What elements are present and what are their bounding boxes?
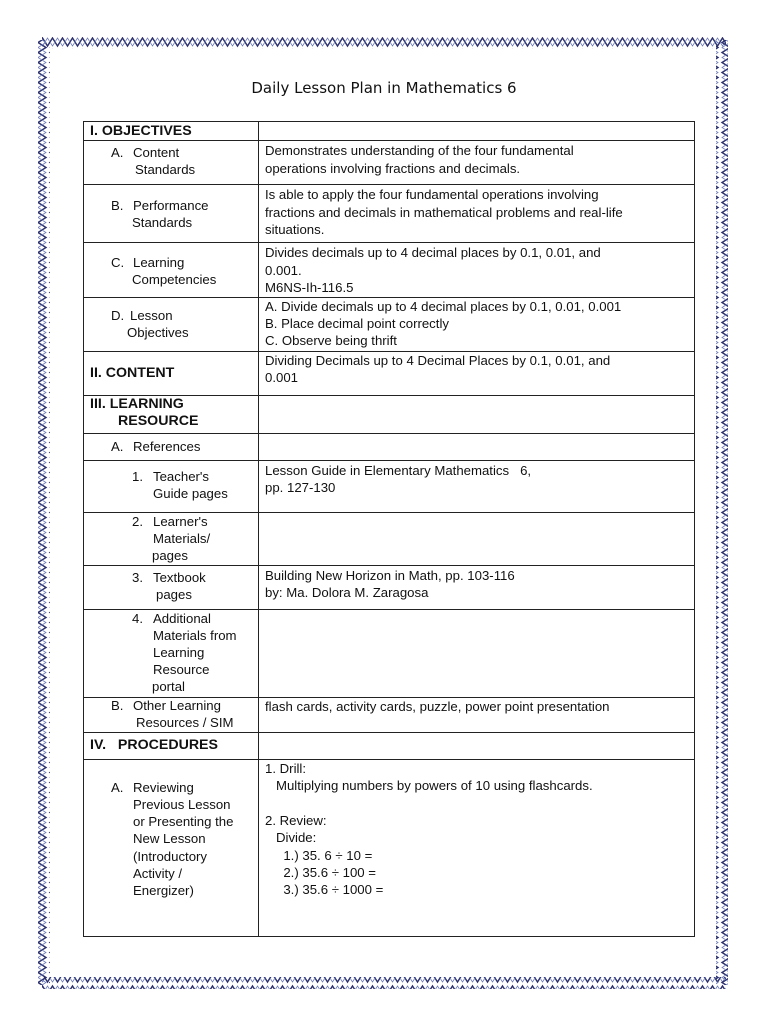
row-label: Textbook xyxy=(153,569,206,585)
row-text: fractions and decimals in mathematical problems and real-life xyxy=(265,204,623,220)
row-label: Content xyxy=(133,145,180,161)
table-row xyxy=(84,512,695,565)
row-label: Other Learning xyxy=(133,697,221,713)
procedure-line: 1. Drill: xyxy=(265,760,307,776)
row-text: flash cards, activity cards, puzzle, power point presentation xyxy=(265,698,610,714)
row-text: situations. xyxy=(265,222,325,238)
objective-item: A. Divide decimals up to 4 decimal places by 0.1, 0.01, 0.001 xyxy=(265,298,622,314)
section-heading-learning-resource: III. LEARNING xyxy=(90,395,184,412)
table-row xyxy=(84,609,695,697)
competency-code: M6NS-Ih-116.5 xyxy=(265,280,354,296)
row-label: Competencies xyxy=(132,272,217,288)
row-label: Activity / xyxy=(133,865,183,881)
section-heading-content: II. CONTENT xyxy=(90,364,175,381)
procedure-line xyxy=(265,794,694,811)
row-label: pages xyxy=(152,547,188,563)
procedure-line: Divide: xyxy=(265,830,317,846)
row-text: by: Ma. Dolora M. Zaragosa xyxy=(265,585,429,601)
procedure-line: 3.) 35.6 ÷ 1000 = xyxy=(265,882,384,898)
row-label: Previous Lesson xyxy=(133,796,231,812)
item-number: 1. xyxy=(132,468,143,484)
item-number: 2. xyxy=(132,513,143,529)
row-label: or Presenting the xyxy=(133,813,234,829)
procedure-line: 2.) 35.6 ÷ 100 = xyxy=(265,865,376,881)
section-heading-learning-resource: RESOURCE xyxy=(118,413,199,430)
table-row xyxy=(84,759,695,936)
row-label: pages xyxy=(156,586,192,602)
row-text: Is able to apply the four fundamental operations involving xyxy=(265,187,599,203)
row-text: Dividing Decimals up to 4 Decimal Places by 0.1, 0.01, and xyxy=(265,352,611,368)
table-row xyxy=(84,243,695,297)
row-label: Energizer) xyxy=(133,882,194,898)
row-label: Lesson xyxy=(130,307,173,323)
row-text: pp. 127-130 xyxy=(265,480,336,496)
procedure-line: 2. Review: xyxy=(265,812,327,828)
table-row xyxy=(84,297,695,351)
row-label: (Introductory xyxy=(133,848,208,864)
objective-item: B. Place decimal point correctly xyxy=(265,316,449,332)
row-label: New Lesson xyxy=(133,830,206,846)
row-label: Teacher's xyxy=(153,468,210,484)
row-text: Divides decimals up to 4 decimal places by 0.1, 0.01, and xyxy=(265,245,601,261)
row-text: 0.001 xyxy=(265,370,299,386)
row-label: Guide pages xyxy=(153,485,228,501)
table-row xyxy=(84,697,695,732)
row-text: Lesson Guide in Elementary Mathematics 6, xyxy=(265,462,532,478)
row-label: Performance xyxy=(133,198,209,214)
table-row xyxy=(84,565,695,609)
row-label: Additional xyxy=(153,610,211,626)
row-label: Reviewing xyxy=(133,779,194,795)
section-heading-objectives: I. OBJECTIVES xyxy=(90,123,192,139)
section-heading-procedures: IV. PROCEDURES xyxy=(90,736,218,753)
procedure-line: Multiplying numbers by powers of 10 using flashcards. xyxy=(265,778,593,794)
row-label: Materials/ xyxy=(153,530,211,546)
row-label: Resource xyxy=(153,661,210,677)
item-letter: A. xyxy=(111,779,124,795)
table-row xyxy=(84,185,695,243)
row-label: Learning xyxy=(133,255,185,271)
lesson-plan-table xyxy=(83,121,695,937)
item-letter: D. xyxy=(111,307,125,323)
row-label: Standards xyxy=(135,162,196,178)
row-label: Learning xyxy=(153,644,205,660)
table-row xyxy=(84,141,695,185)
item-letter: C. xyxy=(111,255,125,271)
row-label: Objectives xyxy=(127,324,189,340)
row-text: operations involving fractions and decimals. xyxy=(265,160,521,176)
item-number: 3. xyxy=(132,569,143,585)
row-text: Demonstrates understanding of the four fundamental xyxy=(265,143,574,159)
table-row xyxy=(84,433,695,460)
procedure-line: 1.) 35. 6 ÷ 10 = xyxy=(265,847,373,863)
row-label: Learner's xyxy=(153,513,208,529)
table-row xyxy=(84,395,695,433)
item-letter: B. xyxy=(111,697,124,713)
page-title: Daily Lesson Plan in Mathematics 6 xyxy=(251,79,517,97)
item-letter: A. xyxy=(111,145,124,161)
table-row xyxy=(84,732,695,759)
row-label: Materials from xyxy=(153,627,237,643)
table-row xyxy=(84,460,695,512)
item-letter: B. xyxy=(111,198,124,214)
row-label: Resources / SIM xyxy=(136,714,234,730)
item-number: 4. xyxy=(132,610,143,626)
item-letter: A. xyxy=(111,438,124,454)
row-label: References xyxy=(133,438,201,454)
row-text: Building New Horizon in Math, pp. 103-116 xyxy=(265,567,515,583)
objective-item: C. Observe being thrift xyxy=(265,333,397,349)
table-row xyxy=(84,351,695,395)
row-text: 0.001. xyxy=(265,262,302,278)
row-label: portal xyxy=(152,678,185,694)
row-label: Standards xyxy=(132,215,193,231)
table-row xyxy=(84,122,695,141)
